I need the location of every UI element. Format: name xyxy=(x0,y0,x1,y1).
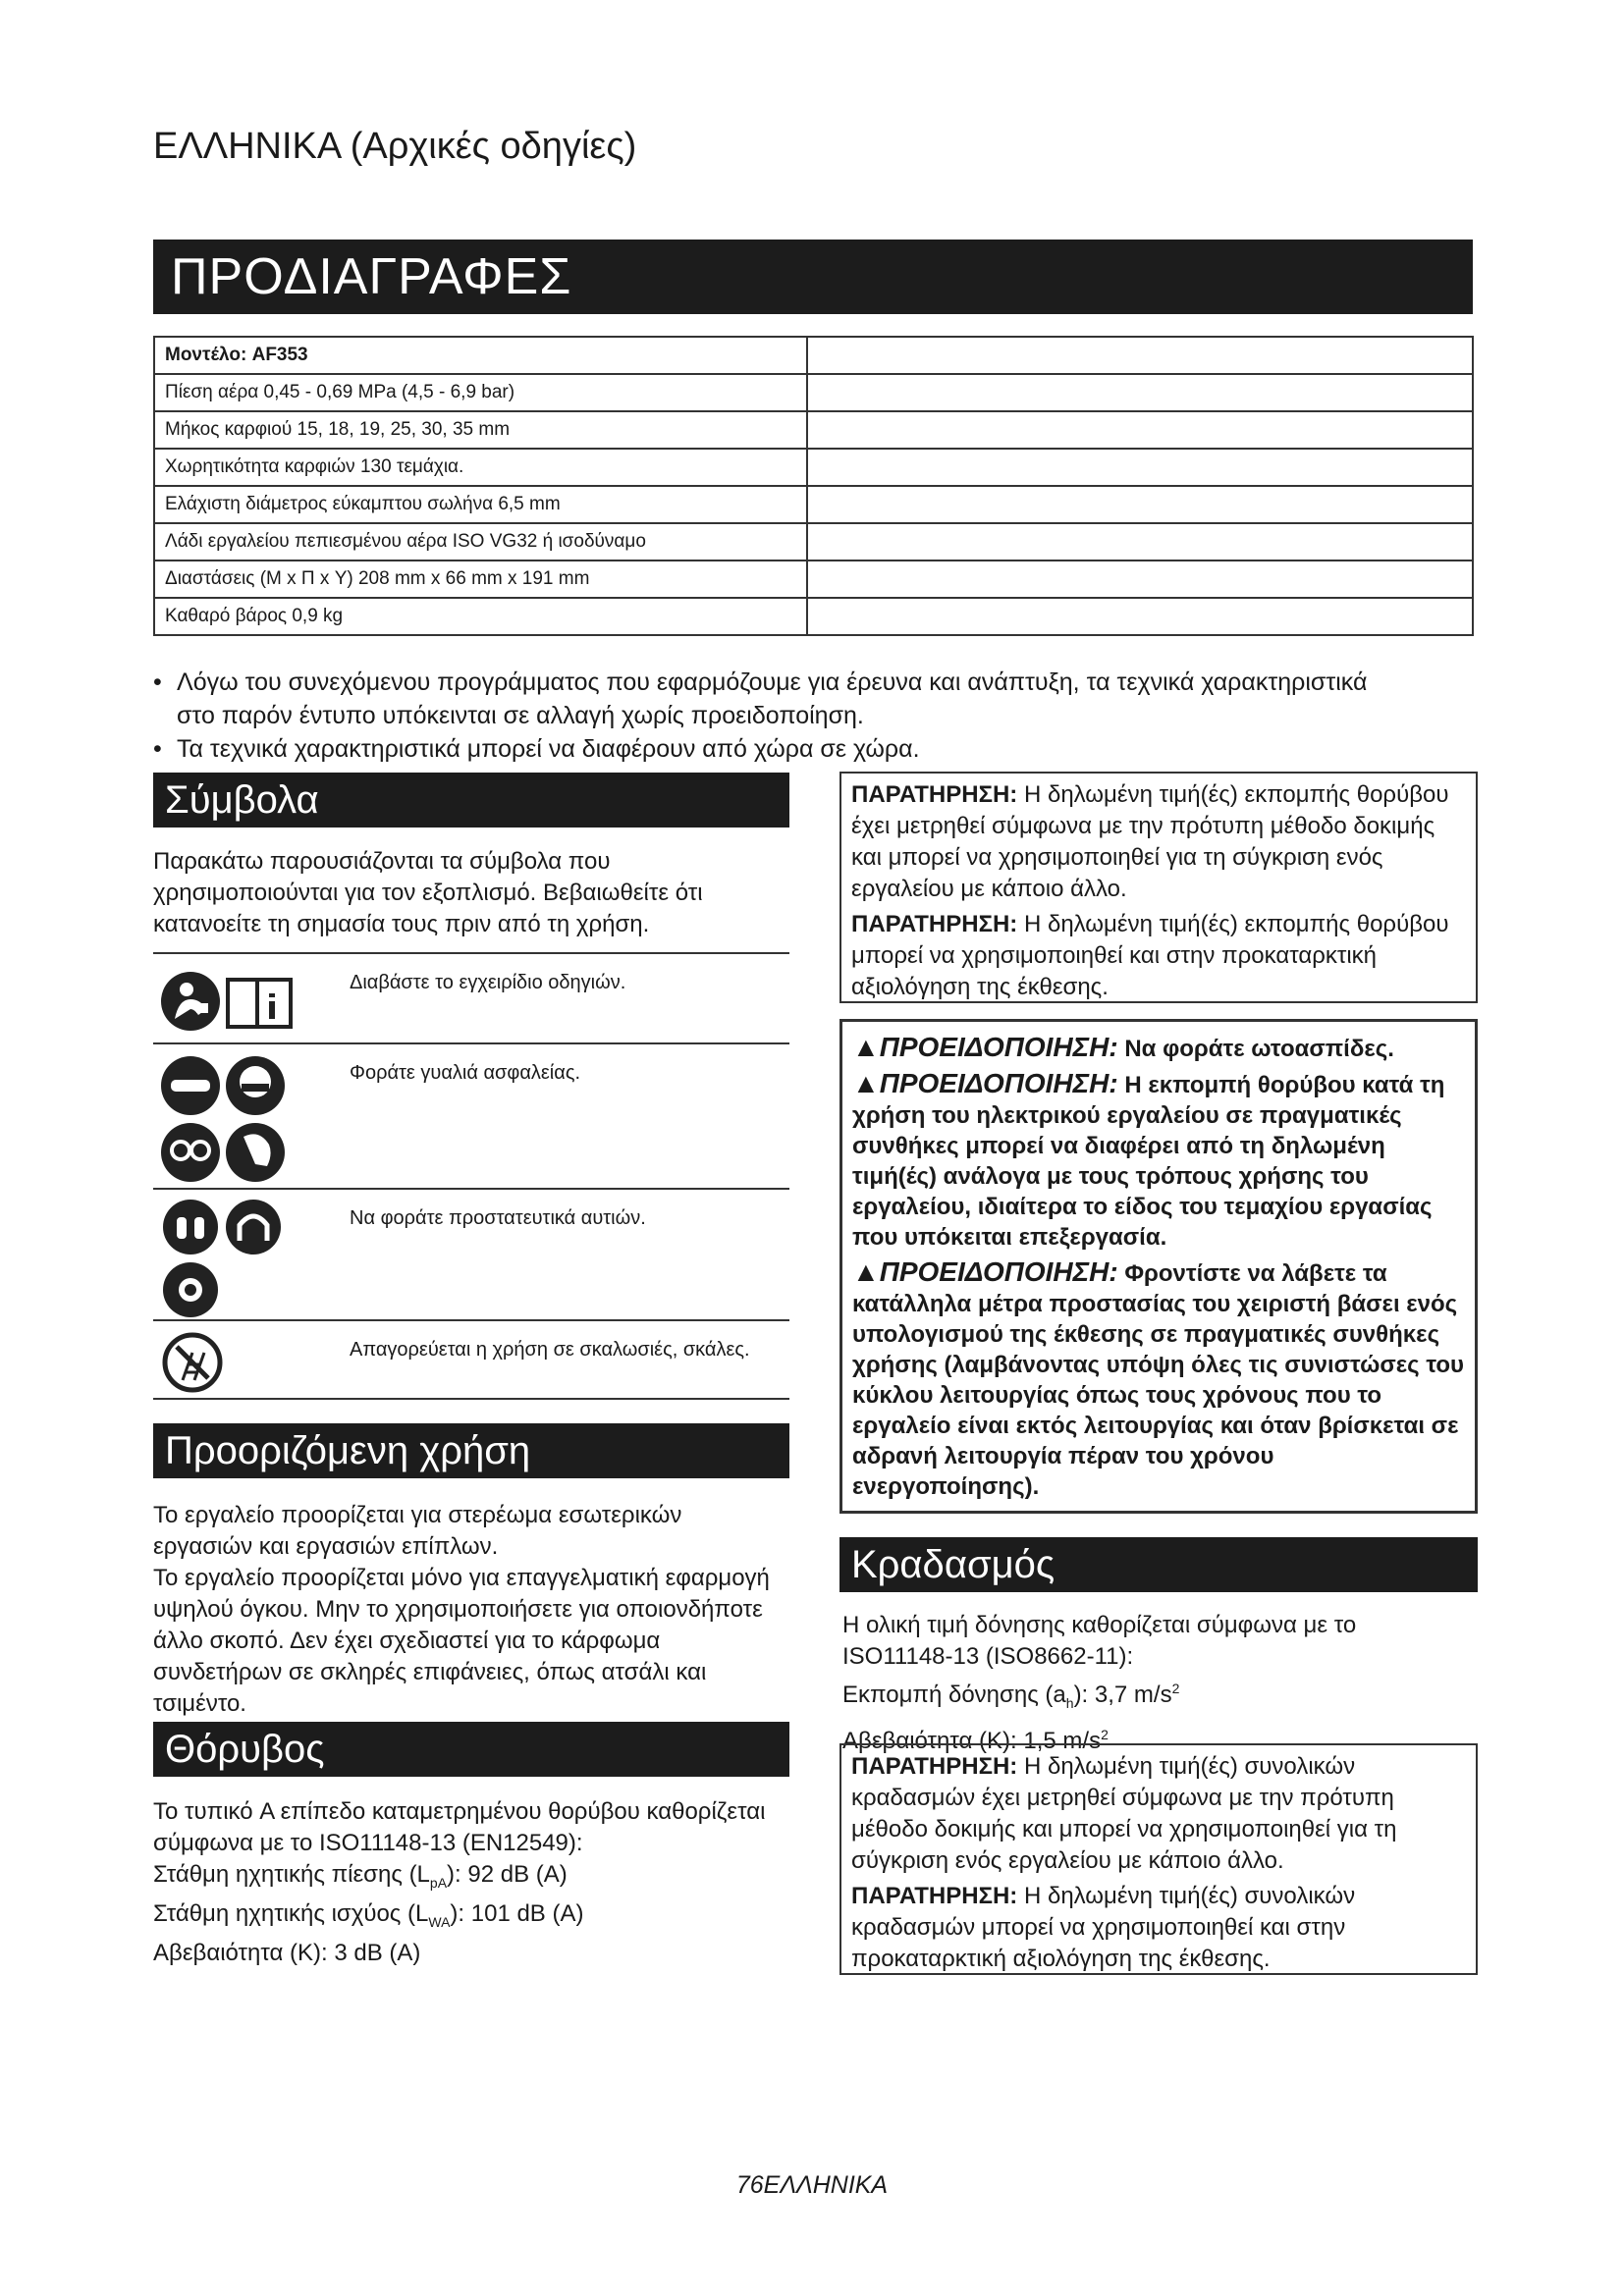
warning: ▲ΠΡΟΕΙΔΟΠΟΙΗΣΗ: Φροντίστε να λάβετε τα κατάλληλα μέτρα προστασίας του χειριστή βάσει ενός υπολογισμού της έκθεσης σε πραγματικές συνθήκες χρήσης (λαμβάνοντας υπόψη όλες τις συνιστώσες του κύκλου λειτουργίας όπως τους χρόνους που το εργαλείο είναι εκτός λειτουργίας και όταν βρίσκεται σε αδρανή λειτουργία πέραν του χρόνου ενεργοποίησης). xyxy=(852,1256,1464,1500)
symbol-description: Διαβάστε το εγχειρίδιο οδηγιών. xyxy=(350,972,626,993)
page-header: ΕΛΛΗΝΙΚΑ (Αρχικές οδηγίες) xyxy=(153,126,637,167)
read-manual-icon xyxy=(157,962,304,1041)
symbol-row xyxy=(153,1321,789,1400)
warning-icon: ▲ xyxy=(852,1256,880,1287)
spec-cell: Λάδι εργαλείου πεπιεσμένου αέρα ISO VG32 ή ισοδύναμο xyxy=(154,523,807,561)
noise-uncertainty: Αβεβαιότητα (K): 3 dB (A) xyxy=(153,1939,421,1966)
spec-row xyxy=(154,337,1473,374)
symbol-description: Να φοράτε προστατευτικά αυτιών. xyxy=(350,1207,646,1229)
spec-table xyxy=(153,336,1474,636)
symbol-description: Απαγορεύεται η χρήση σε σκαλωσιές, σκάλες. xyxy=(350,1339,750,1361)
specifications-heading: ΠΡΟΔΙΑΓΡΑΦΕΣ xyxy=(153,240,1473,314)
intended-use-heading: Προοριζόμενη χρήση xyxy=(153,1423,789,1478)
spec-row xyxy=(154,486,1473,523)
spec-cell: Μήκος καρφιού 15, 18, 19, 25, 30, 35 mm xyxy=(154,411,807,449)
warning-icon: ▲ xyxy=(852,1068,880,1098)
noise-block xyxy=(153,1796,791,1969)
spec-notes xyxy=(153,666,1489,766)
noise-pressure: Στάθμη ηχητικής πίεσης $(L_{pA})$: 92 dB (A) xyxy=(153,1861,568,1891)
symbol-description: Φοράτε γυαλιά ασφαλείας. xyxy=(350,1062,581,1084)
vibration-heading: Κραδασμός xyxy=(839,1537,1478,1592)
safety-glasses-icon xyxy=(157,1052,295,1191)
note: ΠΑΡΑΤΗΡΗΣΗ: Η δηλωμένη τιμή(ές) εκπομπής θορύβου μπορεί να χρησιμοποιηθεί και στην προκαταρκτική αξιολόγηση της έκθεσης. xyxy=(851,911,1449,1000)
spec-note: • Τα τεχνικά χαρακτηριστικά μπορεί να διαφέρουν από χώρα σε χώρα. xyxy=(153,732,1489,766)
spec-row xyxy=(154,411,1473,449)
spec-row xyxy=(154,374,1473,411)
note: ΠΑΡΑΤΗΡΗΣΗ: Η δηλωμένη τιμή(ές) συνολικών κραδασμών μπορεί να χρησιμοποιηθεί και στην προκαταρκτική αξιολόγηση της έκθεσης. xyxy=(851,1883,1356,1972)
no-ladder-icon xyxy=(157,1329,236,1403)
vibration-uncertainty: Αβεβαιότητα (K): 1,5 $m/s^2$ xyxy=(842,1726,1109,1754)
spec-cell: Καθαρό βάρος 0,9 kg xyxy=(154,598,807,635)
spec-row xyxy=(154,598,1473,635)
warning: ▲ΠΡΟΕΙΔΟΠΟΙΗΣΗ: Η εκπομπή θορύβου κατά τη χρήση του ηλεκτρικού εργαλείου σε πραγματικές συνθήκες μπορεί να διαφέρει από τη δηλωμένη τιμή(ές) ανάλογα με τους τρόπους χρήσης του εργαλείου, ιδιαίτερα το είδος του τεμαχίου εργασίας που υπόκειται επεξεργασία. xyxy=(852,1068,1445,1251)
symbol-row xyxy=(153,1044,789,1190)
symbols-intro: Παρακάτω παρουσιάζονται τα σύμβολα που χρησιμοποιούνται για τον εξοπλισμό. Βεβαιωθείτε ότι κατανοείτε τη σημασία τους πριν από τη χρήση. xyxy=(153,848,703,937)
spec-cell: Χωρητικότητα καρφιών 130 τεμάχια. xyxy=(154,449,807,486)
noise-power: Στάθμη ηχητικής ισχύος $(L_{WA})$: 101 dB (A) xyxy=(153,1899,584,1930)
symbols-table xyxy=(153,952,789,1400)
vibration-intro: Η ολική τιμή δόνησης καθορίζεται σύμφωνα με το ISO11148-13 (ISO8662-11): xyxy=(842,1612,1357,1670)
ear-protection-icon xyxy=(157,1198,295,1324)
spec-row xyxy=(154,523,1473,561)
note: ΠΑΡΑΤΗΡΗΣΗ: Η δηλωμένη τιμή(ές) συνολικών κραδασμών έχει μετρηθεί σύμφωνα με την πρότυπη μέθοδο δοκιμής και μπορεί να χρησιμοποιηθεί για τη σύγκριση ενός εργαλείου με κάποιο άλλο. xyxy=(851,1753,1397,1874)
spec-cell: Διαστάσεις (Μ x Π x Υ) 208 mm x 66 mm x 191 mm xyxy=(154,561,807,598)
spec-cell: Πίεση αέρα 0,45 - 0,69 MPa (4,5 - 6,9 bar) xyxy=(154,374,807,411)
spec-row xyxy=(154,449,1473,486)
spec-model: Μοντέλο: AF353 xyxy=(154,337,807,374)
note: ΠΑΡΑΤΗΡΗΣΗ: Η δηλωμένη τιμή(ές) εκπομπής θορύβου έχει μετρηθεί σύμφωνα με την πρότυπη μέθοδο δοκιμής και μπορεί να χρησιμοποιηθεί για τη σύγκριση ενός εργαλείου με κάποιο άλλο. xyxy=(851,781,1449,902)
intended-use-text: Το εργαλείο προορίζεται για στερέωμα εσωτερικών εργασιών και εργασιών επίπλων. Το εργαλείο προορίζεται μόνο για επαγγελματική εφαρμογή υψηλού όγκου. Μην το χρησιμοποιήσετε για οποιονδήποτε άλλο σκοπό. Δεν έχει σχεδιαστεί για το κάρφωμα συνδετήρων σε σκληρές επιφάνειες, όπως ατσάλι και τσιμέντο. xyxy=(153,1502,770,1717)
vibration-block xyxy=(842,1610,1471,1757)
noise-notes-box xyxy=(839,772,1478,1003)
warnings-box xyxy=(839,1019,1478,1514)
symbols-heading: Σύμβολα xyxy=(153,773,789,828)
spec-cell: Ελάχιστη διάμετρος εύκαμπτου σωλήνα 6,5 mm xyxy=(154,486,807,523)
warning-icon: ▲ xyxy=(852,1032,880,1062)
spec-empty-cell xyxy=(807,337,1473,374)
symbol-row xyxy=(153,1190,789,1321)
spec-row xyxy=(154,561,1473,598)
noise-heading: Θόρυβος xyxy=(153,1722,789,1777)
symbol-row xyxy=(153,954,789,1044)
page-number: 76ΕΛΛΗΝΙΚΑ xyxy=(735,2171,889,2199)
spec-note: • Λόγω του συνεχόμενου προγράμματος που εφαρμόζουμε για έρευνα και ανάπτυξη, τα τεχνικά χαρακτηριστικά στο παρόν έντυπο υπόκεινται σε αλλαγή χωρίς προειδοποίηση. xyxy=(153,666,1489,732)
vibration-notes-box xyxy=(839,1743,1478,1975)
noise-intro: Το τυπικό A επίπεδο καταμετρημένου θορύβου καθορίζεται σύμφωνα με το ISO11148-13 (EN12549): xyxy=(153,1798,766,1856)
vibration-emission: Εκπομπή δόνησης $(a_h)$: 3,7 $m/s^2$ xyxy=(842,1681,1180,1711)
warning: ▲ΠΡΟΕΙΔΟΠΟΙΗΣΗ: Να φοράτε ωτοασπίδες. xyxy=(852,1032,1394,1062)
